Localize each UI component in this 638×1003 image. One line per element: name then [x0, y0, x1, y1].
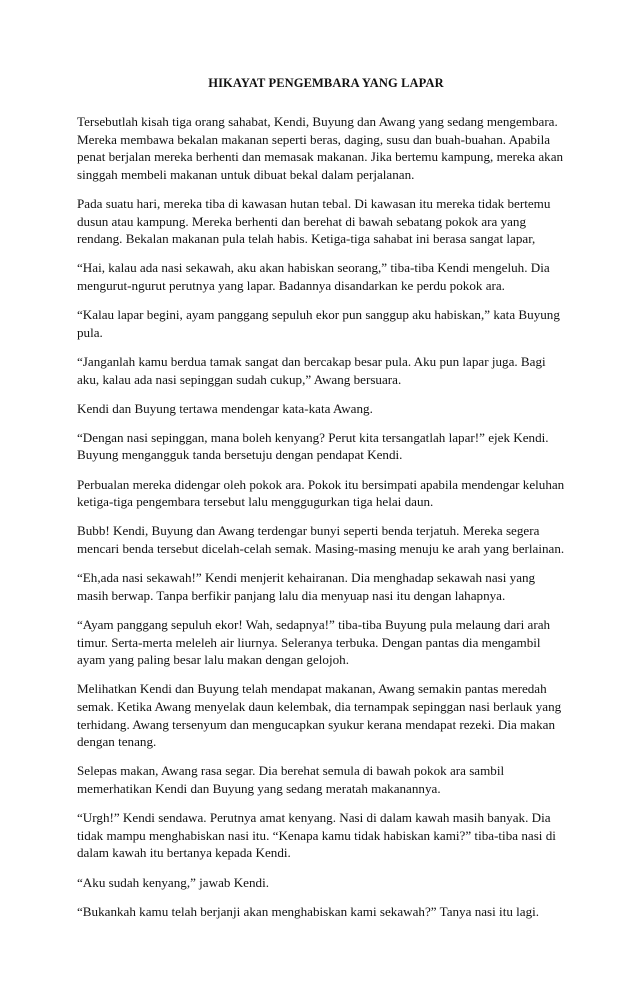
paragraph-4: “Kalau lapar begini, ayam panggang sepuluh ekor pun sanggup aku habiskan,” kata Buyung pula.: [77, 307, 560, 340]
document-title: HIKAYAT PENGEMBARA YANG LAPAR: [208, 76, 444, 90]
paragraph-15: “Aku sudah kenyang,” jawab Kendi.: [77, 874, 269, 890]
paragraph-12: Melihatkan Kendi dan Buyung telah mendapat makanan, Awang semakin pantas meredah semak. Ketika Awang menyelak daun kelembak, dia ternampak sepinggan nasi berlauk yang terhidang. Awang tersenyum dan mengucapkan syukur kerana mendapat rezeki. Dia makan dengan tenang.: [77, 681, 562, 750]
paragraph-6: Kendi dan Buyung tertawa mendengar kata-kata Awang.: [77, 400, 373, 416]
paragraph-7: “Dengan nasi sepinggan, mana boleh kenyang? Perut kita tersangatlah lapar!” ejek Kendi. Buyung mengangguk tanda bersetuju dengan pendapat Kendi.: [77, 429, 549, 463]
paragraph-16: “Bukankah kamu telah berjanji akan menghabiskan kami sekawah?” Tanya nasi itu lagi.: [77, 903, 540, 919]
paragraph-10: “Eh,ada nasi sekawah!” Kendi menjerit kehairanan. Dia menghadap sekawah nasi yang masih berwap. Tanpa berfikir panjang lalu dia menyuap nasi itu dengan lahapnya.: [77, 570, 536, 603]
paragraph-13: Selepas makan, Awang rasa segar. Dia berehat semula di bawah pokok ara sambil memerhatikan Kendi dan Buyung yang sedang meratah makanannya.: [77, 763, 505, 796]
document-page: [77, 76, 567, 932]
paragraph-3: “Hai, kalau ada nasi sekawah, aku akan habiskan seorang,” tiba-tiba Kendi mengeluh. Dia mengurut-ngurut perutnya yang lapar. Badannya disandarkan ke perdu pokok ara.: [77, 260, 550, 293]
paragraph-1: Tersebutlah kisah tiga orang sahabat, Kendi, Buyung dan Awang yang sedang mengembara. Mereka membawa bekalan makanan seperti beras, daging, susu dan buah-buahan. Apabila penat berjalan mereka berhenti dan memasak makanan. Jika bertemu kampung, mereka akan singgah membeli makanan untuk dibuat bekal dalam perjalanan.: [77, 114, 564, 182]
paragraph-14: “Urgh!” Kendi sendawa. Perutnya amat kenyang. Nasi di dalam kawah masih banyak. Dia tidak mampu menghabiskan nasi itu. “Kenapa kamu tidak habiskan kami?” tiba-tiba nasi di dalam kawah itu bertanya kepada Kendi.: [77, 810, 556, 861]
paragraph-8: Perbualan mereka didengar oleh pokok ara. Pokok itu bersimpati apabila mendengar keluhan ketiga-tiga pengembara tersebut lalu menggugurkan tiga helai daun.: [77, 476, 565, 510]
paragraph-2: Pada suatu hari, mereka tiba di kawasan hutan tebal. Di kawasan itu mereka tidak bertemu dusun atau kampung. Mereka berhenti dan berehat di bawah sebatang pokok ara yang rendang. Bekalan makanan pula telah habis. Ketiga-tiga sahabat ini berasa sangat lapar,: [77, 195, 551, 247]
paragraph-9: Bubb! Kendi, Buyung dan Awang terdengar bunyi seperti benda terjatuh. Mereka segera mencari benda tersebut dicelah-celah semak. Masing-masing menuju ke arah yang berlainan.: [77, 523, 565, 557]
paragraph-11: “Ayam panggang sepuluh ekor! Wah, sedapnya!” tiba-tiba Buyung pula melaung dari arah timur. Serta-merta meleleh air liurnya. Seleranya terbuka. Dengan pantas dia mengambil ayam yang paling besar lalu makan dengan gelojoh.: [77, 617, 551, 668]
paragraph-5: “Janganlah kamu berdua tamak sangat dan bercakap besar pula. Aku pun lapar juga. Bagi aku, kalau ada nasi sepinggan sudah cukup,” Awang bersuara.: [77, 353, 546, 387]
